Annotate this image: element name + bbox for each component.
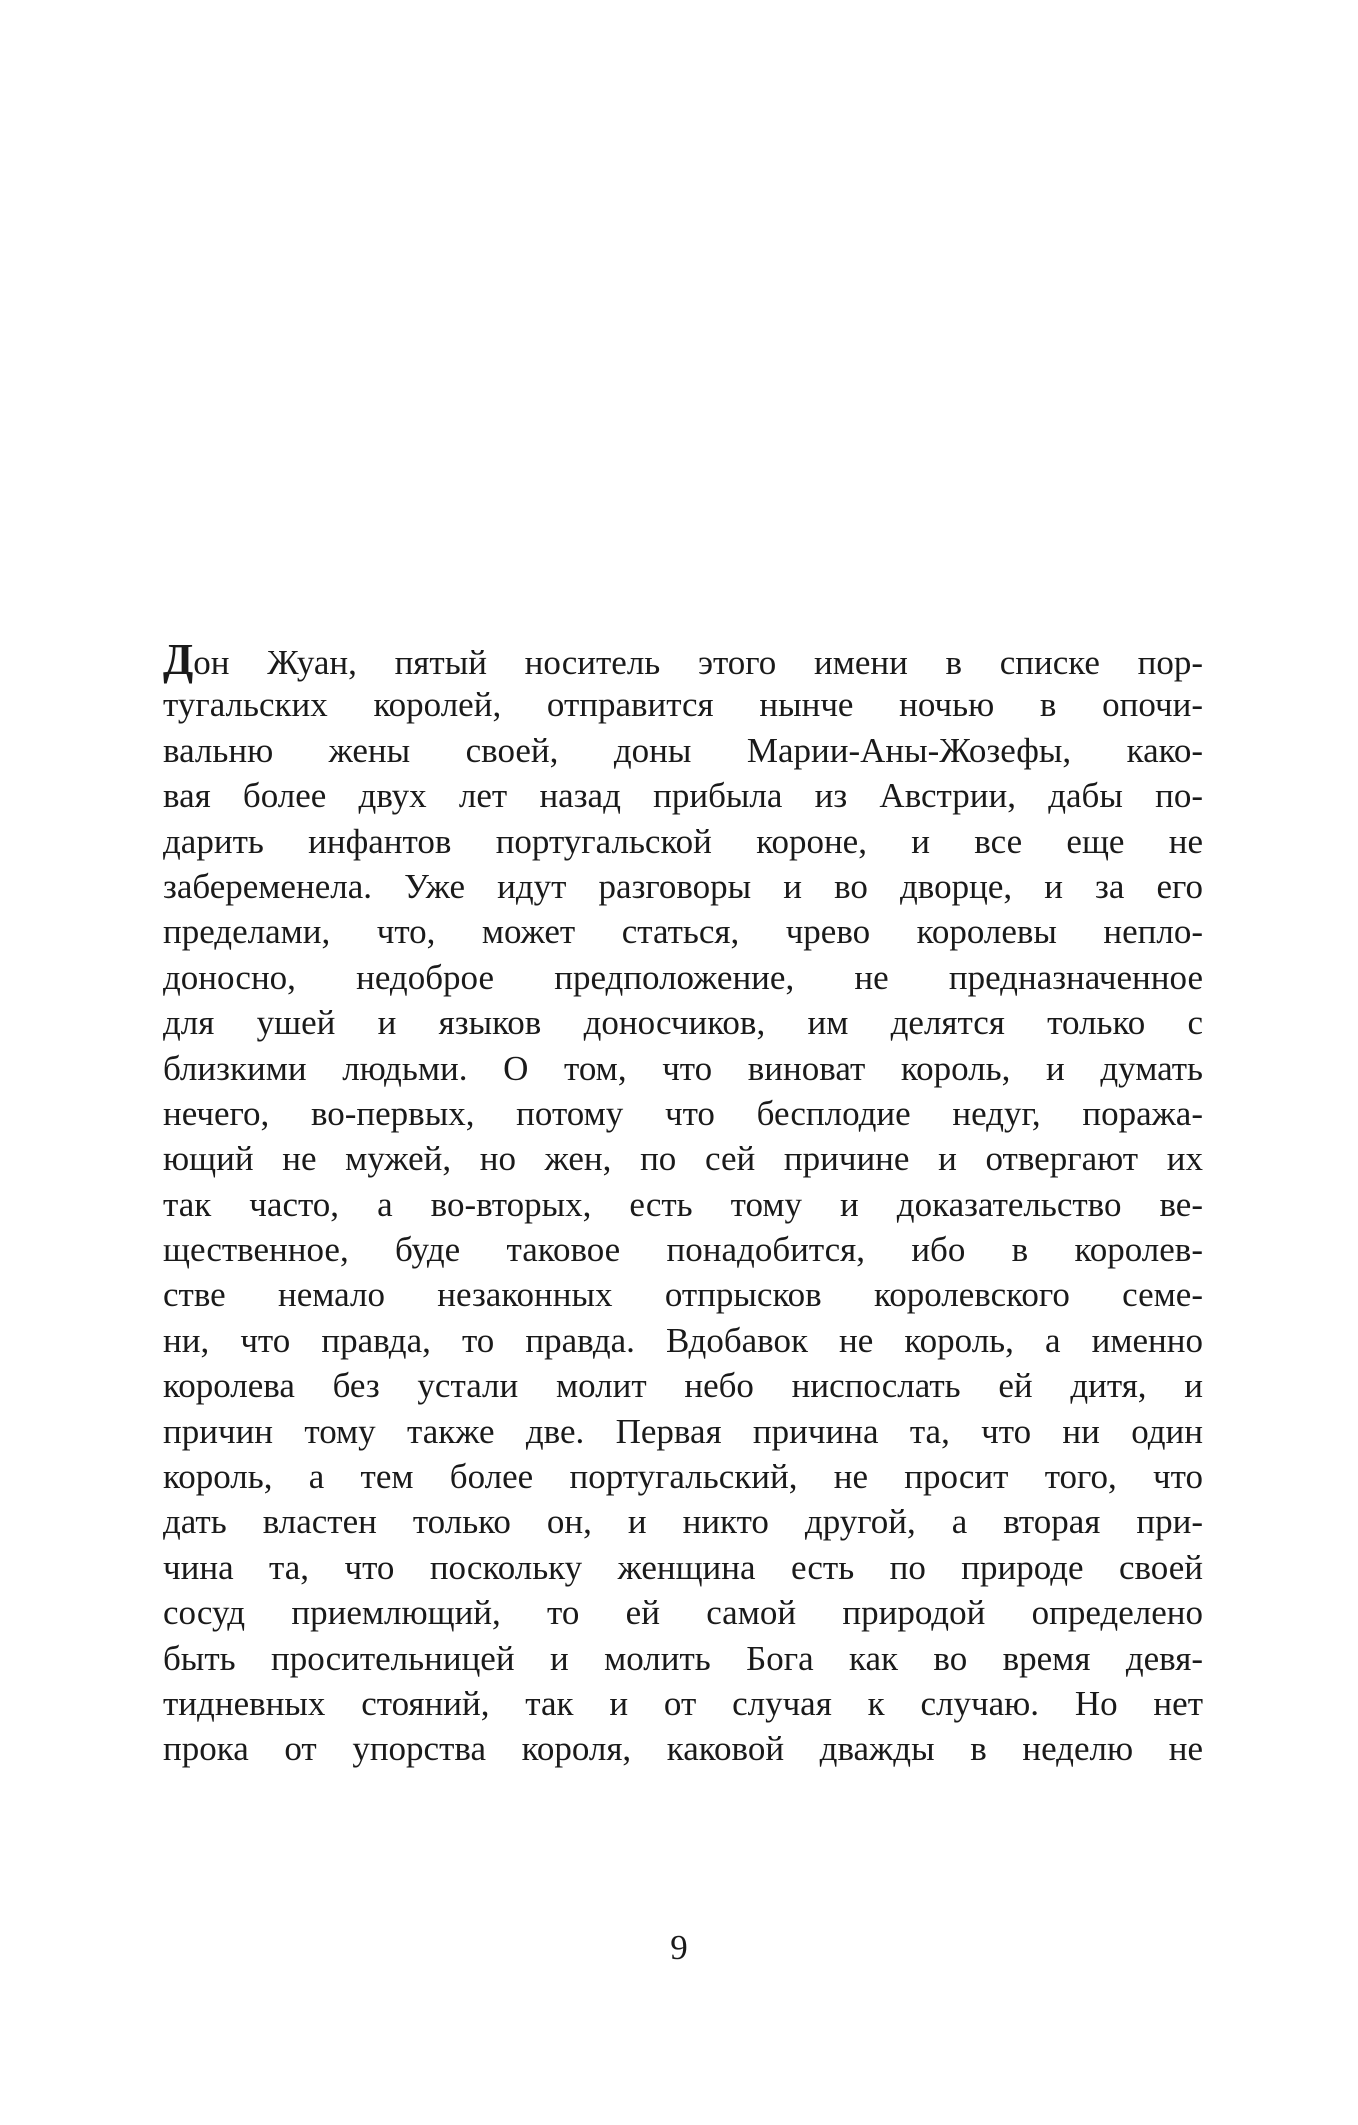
text-line: забеременела. Уже идут разговоры и во дворце, и за его xyxy=(163,866,1203,906)
text-line: король, а тем более португальский, не просит того, что xyxy=(163,1457,1203,1497)
text-line: близкими людьми. О том, что виноват король, и думать xyxy=(163,1048,1203,1088)
text-line: чина та, что поскольку женщина есть по природе своей xyxy=(163,1547,1203,1587)
text-line: для ушей и языков доносчиков, им делятся только с xyxy=(163,1003,1203,1043)
text-line: ющий не мужей, но жен, по сей причине и отвергают их xyxy=(163,1139,1203,1179)
body-text xyxy=(163,637,1203,1772)
text-line: дать властен только он, и никто другой, а вторая при- xyxy=(163,1502,1203,1542)
text-line: нечего, во-первых, потому что бесплодие недуг, поража- xyxy=(163,1093,1203,1133)
text-line: ни, что правда, то правда. Вдобавок не король, а именно xyxy=(163,1320,1203,1360)
text-line: королева без устали молит небо ниспослать ей дитя, и xyxy=(163,1366,1203,1406)
text-line: стве немало незаконных отпрысков королевского семе- xyxy=(163,1275,1203,1315)
text-line: тидневных стояний, так и от случая к случаю. Но нет xyxy=(163,1683,1203,1723)
text-line xyxy=(163,637,1203,682)
text-line: доносно, недоброе предположение, не предназначенное xyxy=(163,957,1203,997)
text-line-content: он Жуан, пятый носитель этого имени в списке пор- xyxy=(193,643,1203,682)
drop-cap: Д xyxy=(163,635,194,684)
text-line: сосуд приемлющий, то ей самой природой определено xyxy=(163,1593,1203,1633)
text-line: прока от упорства короля, каковой дважды в неделю не xyxy=(163,1729,1203,1769)
text-line: быть просительницей и молить Бога как во время девя- xyxy=(163,1638,1203,1678)
text-line: причин тому также две. Первая причина та, что ни один xyxy=(163,1411,1203,1451)
text-line: тугальских королей, отправится нынче ночью в опочи- xyxy=(163,685,1203,725)
page-number: 9 xyxy=(670,1928,688,1967)
text-line: пределами, что, может статься, чрево королевы непло- xyxy=(163,912,1203,952)
text-line: дарить инфантов португальской короне, и все еще не xyxy=(163,821,1203,861)
text-line: вальню жены своей, доны Марии-Аны-Жозефы, како- xyxy=(163,730,1203,770)
text-line: вая более двух лет назад прибыла из Австрии, дабы по- xyxy=(163,776,1203,816)
text-line: так часто, а во-вторых, есть тому и доказательство ве- xyxy=(163,1184,1203,1224)
text-line: щественное, буде таковое понадобится, ибо в королев- xyxy=(163,1230,1203,1270)
